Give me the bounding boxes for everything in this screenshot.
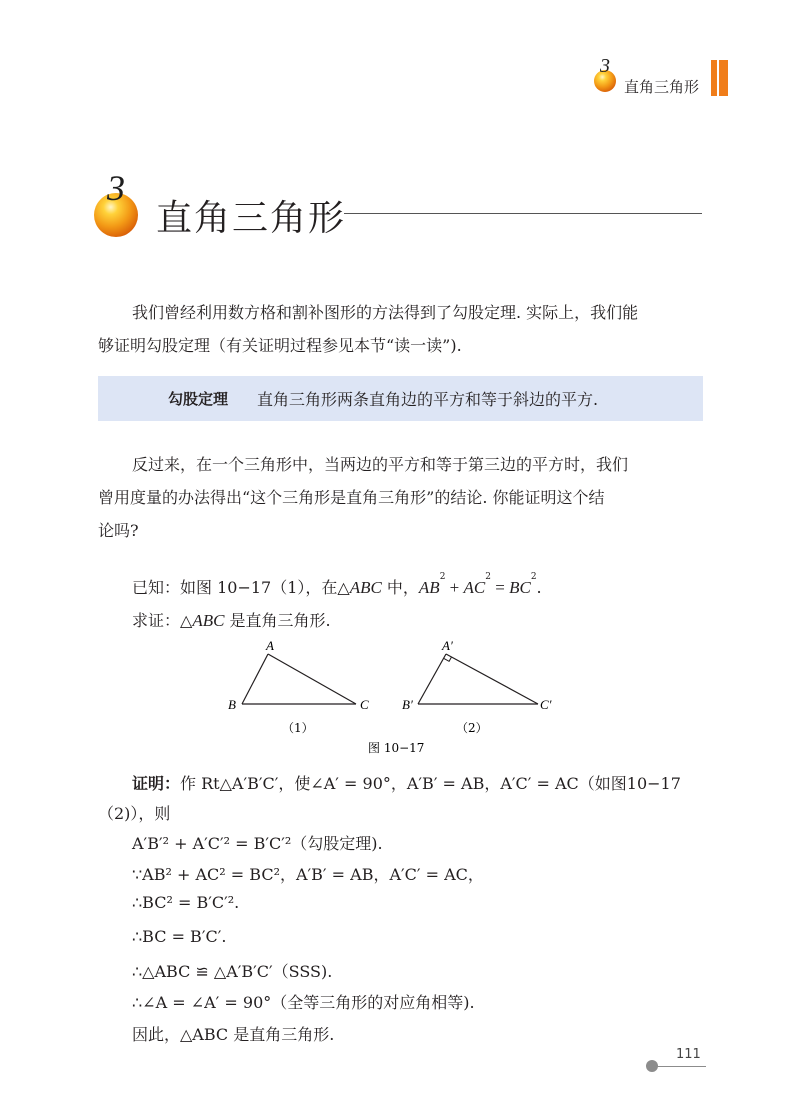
proof-line-9: 因此，△ABC 是直角三角形. [132,1025,335,1044]
proof-line-2: （2)），则 [98,804,171,823]
proof-line-3: A′B′² + A′C′² = B′C′²（勾股定理). [132,834,383,853]
tri1-label-c: C [360,697,369,712]
proof-line-6: ∴BC = B′C′. [132,927,227,946]
given-sq-1: 2 [439,572,446,582]
section-title-rule [344,213,702,214]
header-bar-thin [711,60,717,96]
proof-line-1 [132,771,681,794]
theorem-text: 直角三角形两条直角边的平方和等于斜边的平方. [257,390,599,409]
given-sq-3: 2 [530,572,537,582]
given-statement [132,572,542,598]
fig-caption-1: （1） [282,721,314,735]
given-mid: 中， [381,578,419,597]
tri2-label-c: C′ [540,697,552,712]
section-badge-number: 3 [107,168,125,208]
prove-triangle: ABC [192,611,225,630]
tri1-side-ac [268,654,356,704]
intro-line-2: 够证明勾股定理（有关证明过程参见本节“读一读”). [98,336,462,355]
triangle-1 [228,638,369,735]
right-angle-mark [444,657,452,661]
given-triangle: ABC [349,578,382,597]
proof-label: 证明： [132,774,181,793]
given-ac: AC [463,578,486,597]
page-number-rule [656,1066,706,1067]
figure-10-17 [220,636,560,756]
fig-caption-2: （2） [456,721,488,735]
proof-line-5: ∴BC² = B′C′². [132,893,240,912]
given-bc: BC [509,578,531,597]
running-header-title: 直角三角形 [624,78,700,96]
tri2-label-a: A′ [442,638,453,653]
given-end: . [536,578,542,597]
section-title: 直角三角形 [156,198,347,239]
given-ab: AB [418,578,440,597]
proof-line-7: ∴△ABC ≌ △A′B′C′（SSS). [132,962,333,981]
proof-line-1-text: 作 Rt△A′B′C′，使∠A′ = 90°，A′B′ = AB，A′C′ = AC（如图10−17 [180,774,681,793]
converse-line-1: 反过来，在一个三角形中，当两边的平方和等于第三边的平方时，我们 [132,455,629,474]
chapter-badge-icon [594,55,616,92]
triangle-2 [402,638,552,735]
prove-suffix: 是直角三角形. [224,611,331,630]
converse-line-3: 论吗? [98,521,139,540]
given-prefix: 已知：如图 10−17（1），在△ [132,578,350,597]
chapter-badge-number: 3 [600,55,610,77]
theorem-label: 勾股定理 [168,390,229,408]
given-plus: + [445,578,464,597]
intro-line-1: 我们曾经利用数方格和割补图形的方法得到了勾股定理. 实际上，我们能 [132,303,639,322]
prove-statement [132,608,331,631]
section-badge-icon [94,168,138,237]
tri1-label-b: B [228,697,236,712]
given-sq-2: 2 [485,572,491,582]
converse-line-2: 曾用度量的办法得出“这个三角形是直角三角形”的结论. 你能证明这个结 [98,488,605,507]
tri2-side-ac [446,654,538,704]
page-number: 111 [676,1047,701,1062]
tri2-side-ab [418,654,446,704]
figure-caption: 图 10−17 [368,741,425,755]
given-equals: = [490,578,510,597]
proof-line-8: ∴∠A = ∠A′ = 90°（全等三角形的对应角相等). [132,993,475,1012]
proof-line-4: ∵AB² + AC² = BC²，A′B′ = AB，A′C′ = AC， [132,865,484,884]
header-bar-thick [719,60,728,96]
tri1-side-ab [242,654,268,704]
prove-prefix: 求证：△ [132,611,193,630]
tri2-label-b: B′ [402,697,413,712]
tri1-label-a: A [266,638,274,653]
